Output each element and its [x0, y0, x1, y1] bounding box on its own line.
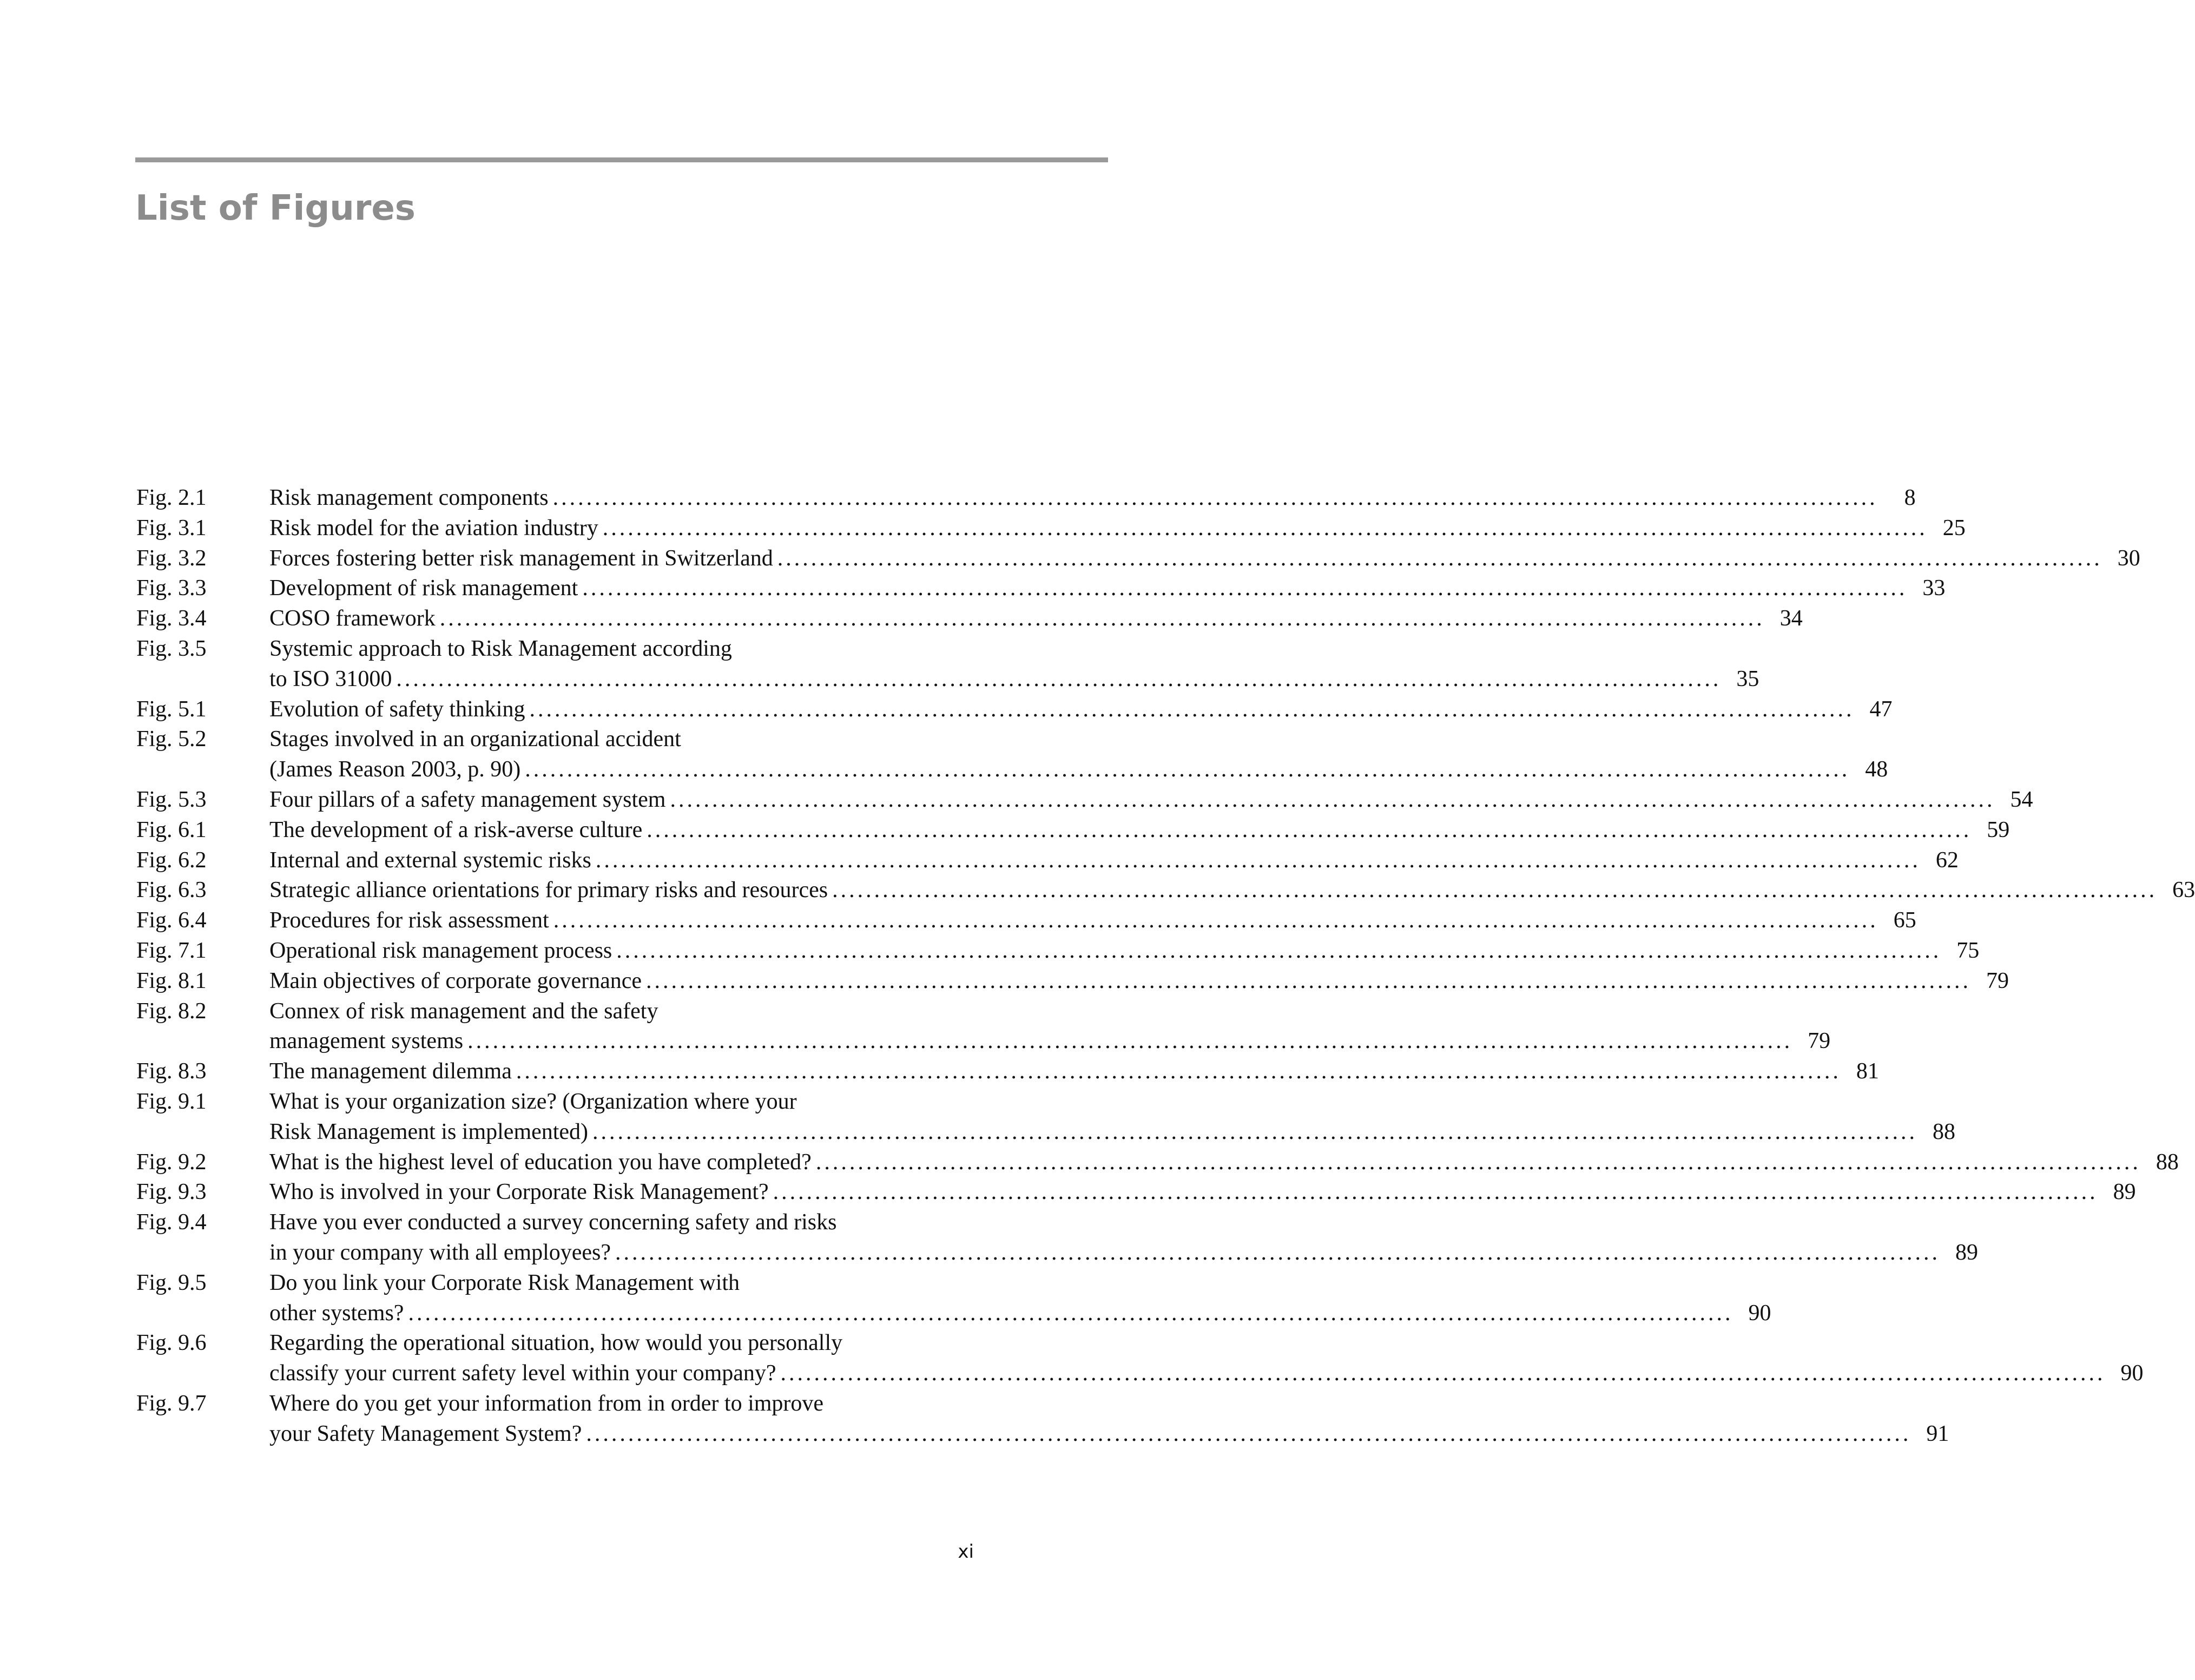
- figure-caption: other systems?: [269, 1300, 404, 1326]
- figure-number: Fig. 5.2: [136, 727, 207, 752]
- leader-dots: ..............................................................................................................................................................: [647, 817, 1972, 842]
- figure-entry-line: [136, 1268, 973, 1299]
- figure-entry: [136, 846, 1959, 876]
- figure-caption: classify your current safety level within your company?: [269, 1361, 776, 1386]
- figure-page-number: 79: [1986, 968, 2009, 993]
- figure-number: Fig. 5.1: [136, 696, 207, 722]
- leader-dots: ..............................................................................................................................................................: [616, 938, 1942, 963]
- figure-entry-line: [136, 574, 1946, 604]
- figure-caption-leader-row: [269, 513, 1966, 544]
- figure-number: Fig. 5.3: [136, 787, 207, 812]
- figure-page-number: 54: [2010, 787, 2033, 812]
- figure-number: Fig. 6.4: [136, 908, 207, 933]
- figure-caption: Have you ever conducted a survey concerning safety and risks: [269, 1210, 837, 1235]
- figure-number: Fig. 9.5: [136, 1270, 207, 1295]
- figure-entry: [136, 936, 1980, 966]
- figure-entry-line: [136, 936, 1980, 966]
- figure-entry: [136, 544, 2140, 574]
- figure-caption: Procedures for risk assessment: [269, 908, 549, 933]
- leader-dots: ..............................................................................................................................................................: [780, 1361, 2106, 1386]
- leader-dots: ..............................................................................................................................................................: [516, 1059, 1841, 1084]
- figure-entry-line: [136, 1299, 1771, 1329]
- figure-page-number: 81: [1856, 1059, 1879, 1084]
- leader-dots: ..............................................................................................................................................................: [396, 666, 1722, 691]
- figure-entry-line: [136, 664, 1759, 695]
- figure-number: Fig. 9.7: [136, 1391, 207, 1416]
- figure-page-number: 48: [1865, 757, 1888, 782]
- figure-entry: [136, 695, 1893, 725]
- figure-caption: The management dilemma: [269, 1059, 512, 1084]
- figure-number: Fig. 9.3: [136, 1180, 207, 1205]
- figure-caption-leader-row: [269, 1419, 1949, 1450]
- figure-caption: Risk model for the aviation industry: [269, 515, 598, 541]
- figure-entry: [136, 724, 1888, 785]
- figure-caption-leader-row: [269, 1148, 2179, 1178]
- leader-dots: ..............................................................................................................................................................: [595, 847, 1921, 873]
- figure-entry-line: [136, 997, 973, 1027]
- figure-caption-leader-row: [269, 1177, 2136, 1208]
- figure-entry-line: [136, 846, 1959, 876]
- figure-caption: Do you link your Corporate Risk Management with: [269, 1270, 740, 1295]
- figure-entry-line: [136, 1328, 973, 1359]
- figure-caption: to ISO 31000: [269, 666, 392, 691]
- figure-page-number: 88: [2156, 1149, 2179, 1175]
- figure-entry-line: [136, 755, 1888, 785]
- leader-dots: ..............................................................................................................................................................: [552, 485, 1878, 510]
- figure-entry-line: [136, 1359, 2144, 1389]
- figure-entry-line: [136, 1026, 1831, 1057]
- figure-caption-leader-row: [269, 966, 2009, 997]
- figure-entry-line: [136, 966, 2009, 997]
- figure-page-number: 62: [1935, 847, 1959, 873]
- figure-entry-line: [136, 634, 973, 664]
- figure-entry: [136, 1389, 1949, 1450]
- figure-caption: Risk management components: [269, 485, 549, 510]
- figure-caption-leader-row: [269, 574, 1946, 604]
- figure-caption-leader-row: [269, 544, 2140, 574]
- figure-entry: [136, 483, 1916, 513]
- figure-entry: [136, 1148, 2179, 1178]
- figure-entry: [136, 966, 2009, 997]
- leader-dots: ..............................................................................................................................................................: [602, 515, 1928, 541]
- figure-caption-leader-row: [269, 664, 1759, 695]
- figure-entry-line: [136, 724, 973, 755]
- leader-dots: ..............................................................................................................................................................: [773, 1180, 2098, 1205]
- figure-entry: [136, 785, 2033, 815]
- leader-dots: ..............................................................................................................................................................: [777, 545, 2102, 571]
- figure-caption-leader-row: [269, 936, 1980, 966]
- leader-dots: ..............................................................................................................................................................: [615, 1240, 1941, 1265]
- figure-entry-line: [136, 815, 2010, 846]
- figure-page-number: 88: [1933, 1119, 1956, 1144]
- figure-entry-line: [136, 906, 1916, 936]
- figure-entry-line: [136, 1389, 973, 1419]
- figure-entry-line: [136, 1238, 1979, 1268]
- figure-number: Fig. 3.1: [136, 515, 207, 541]
- figure-caption-leader-row: [269, 1117, 1956, 1148]
- figure-caption-leader-row: [269, 1238, 1979, 1268]
- figure-number: Fig. 9.6: [136, 1330, 207, 1356]
- header-rule: [135, 157, 1108, 162]
- figure-entry-line: [136, 544, 2140, 574]
- figure-page-number: 8: [1904, 485, 1916, 510]
- figure-caption: Connex of risk management and the safety: [269, 998, 658, 1024]
- page-title: List of Figures: [135, 188, 416, 228]
- figure-caption: Internal and external systemic risks: [269, 847, 591, 873]
- figure-entry: [136, 1208, 1979, 1268]
- leader-dots: ..............................................................................................................................................................: [592, 1119, 1918, 1144]
- figure-number: Fig. 3.2: [136, 545, 207, 571]
- figure-list: [136, 483, 2195, 1450]
- leader-dots: ..............................................................................................................................................................: [525, 757, 1850, 782]
- figure-caption: in your company with all employees?: [269, 1240, 611, 1265]
- figure-number: Fig. 3.5: [136, 636, 207, 661]
- figure-entry: [136, 875, 2195, 906]
- figure-caption: What is the highest level of education you have completed?: [269, 1149, 812, 1175]
- figure-number: Fig. 7.1: [136, 938, 207, 963]
- figure-entry: [136, 1328, 2144, 1389]
- figure-number: Fig. 8.3: [136, 1059, 207, 1084]
- figure-entry-line: [136, 1117, 1956, 1148]
- figure-page-number: 91: [1926, 1421, 1949, 1446]
- figure-entry: [136, 634, 1759, 695]
- figure-entry-line: [136, 1177, 2136, 1208]
- figure-caption-leader-row: [269, 785, 2033, 815]
- figure-caption: Risk Management is implemented): [269, 1119, 589, 1144]
- figure-page-number: 59: [1987, 817, 2010, 842]
- figure-caption: Four pillars of a safety management system: [269, 787, 666, 812]
- figure-entry-line: [136, 483, 1916, 513]
- figure-entry-line: [136, 1148, 2179, 1178]
- leader-dots: ..............................................................................................................................................................: [408, 1300, 1733, 1326]
- figure-page-number: 34: [1779, 606, 1803, 631]
- figure-caption-leader-row: [269, 875, 2195, 906]
- figure-page-number: 89: [2113, 1180, 2136, 1205]
- figure-page-number: 30: [2117, 545, 2140, 571]
- figure-caption-leader-row: [269, 755, 1888, 785]
- figure-page-number: 33: [1922, 576, 1946, 601]
- figure-caption: your Safety Management System?: [269, 1421, 582, 1446]
- figure-page-number: 25: [1942, 515, 1966, 541]
- figure-caption: Evolution of safety thinking: [269, 696, 525, 722]
- figure-number: Fig. 2.1: [136, 485, 207, 510]
- leader-dots: ..............................................................................................................................................................: [467, 1029, 1793, 1054]
- figure-caption-leader-row: [269, 906, 1916, 936]
- figure-entry-line: [136, 875, 2195, 906]
- figure-page-number: 65: [1893, 908, 1916, 933]
- figure-entry: [136, 815, 2010, 846]
- leader-dots: ..............................................................................................................................................................: [646, 968, 1972, 993]
- figure-page-number: 47: [1869, 696, 1893, 722]
- figure-caption: management systems: [269, 1029, 464, 1054]
- figure-entry-line: [136, 695, 1893, 725]
- figure-number: Fig. 3.4: [136, 606, 207, 631]
- figure-entry: [136, 997, 1831, 1057]
- figure-number: Fig. 6.3: [136, 878, 207, 903]
- figure-page-number: 63: [2172, 878, 2195, 903]
- page-number: xi: [958, 1541, 974, 1563]
- figure-caption: The development of a risk-averse culture: [269, 817, 643, 842]
- figure-caption: Who is involved in your Corporate Risk Management?: [269, 1180, 769, 1205]
- figure-entry: [136, 1268, 1771, 1329]
- figure-page-number: 79: [1808, 1029, 1831, 1054]
- figure-entry-line: [136, 513, 1966, 544]
- figure-caption: What is your organization size? (Organization where your: [269, 1089, 797, 1114]
- figure-caption: Systemic approach to Risk Management according: [269, 636, 732, 661]
- figure-entry-line: [136, 1087, 973, 1117]
- figure-caption: Regarding the operational situation, how would you personally: [269, 1330, 843, 1356]
- figure-caption: Main objectives of corporate governance: [269, 968, 642, 993]
- figure-entry-line: [136, 1208, 973, 1238]
- figure-caption: Development of risk management: [269, 576, 578, 601]
- leader-dots: ..............................................................................................................................................................: [582, 576, 1908, 601]
- figure-caption: COSO framework: [269, 606, 436, 631]
- figure-entry: [136, 1087, 1956, 1148]
- figure-caption: Operational risk management process: [269, 938, 612, 963]
- figure-number: Fig. 9.4: [136, 1210, 207, 1235]
- figure-entry-line: [136, 1419, 1949, 1450]
- figure-page-number: 89: [1955, 1240, 1979, 1265]
- leader-dots: ..............................................................................................................................................................: [586, 1421, 1911, 1446]
- figure-number: Fig. 9.1: [136, 1089, 207, 1114]
- leader-dots: ..............................................................................................................................................................: [439, 606, 1765, 631]
- leader-dots: ..............................................................................................................................................................: [832, 878, 2158, 903]
- figure-caption: Forces fostering better risk management in Switzerland: [269, 545, 773, 571]
- leader-dots: ..............................................................................................................................................................: [815, 1149, 2141, 1175]
- figure-caption-leader-row: [269, 483, 1916, 513]
- figure-page-number: 75: [1956, 938, 1980, 963]
- leader-dots: ..............................................................................................................................................................: [553, 908, 1878, 933]
- figure-caption-leader-row: [269, 1026, 1831, 1057]
- figure-caption: Where do you get your information from in order to improve: [269, 1391, 824, 1416]
- figure-caption: Stages involved in an organizational accident: [269, 727, 681, 752]
- figure-caption-leader-row: [269, 1359, 2144, 1389]
- figure-number: Fig. 8.1: [136, 968, 207, 993]
- figure-caption-leader-row: [269, 1057, 1879, 1087]
- figure-entry: [136, 513, 1966, 544]
- figure-caption-leader-row: [269, 604, 1803, 634]
- figure-caption-leader-row: [269, 846, 1959, 876]
- figure-caption-leader-row: [269, 1299, 1771, 1329]
- figure-caption: (James Reason 2003, p. 90): [269, 757, 521, 782]
- leader-dots: ..............................................................................................................................................................: [670, 787, 1995, 812]
- figure-caption-leader-row: [269, 695, 1893, 725]
- figure-entry: [136, 1057, 1879, 1087]
- figure-entry-line: [136, 785, 2033, 815]
- figure-entry-line: [136, 1057, 1879, 1087]
- figure-entry: [136, 1177, 2136, 1208]
- figure-number: Fig. 8.2: [136, 998, 207, 1024]
- figure-entry-line: [136, 604, 1803, 634]
- figure-entry: [136, 574, 1946, 604]
- figure-number: Fig. 6.2: [136, 847, 207, 873]
- figure-number: Fig. 6.1: [136, 817, 207, 842]
- figure-number: Fig. 3.3: [136, 576, 207, 601]
- figure-entry: [136, 604, 1803, 634]
- figure-number: Fig. 9.2: [136, 1149, 207, 1175]
- figure-caption: Strategic alliance orientations for primary risks and resources: [269, 878, 828, 903]
- figure-caption-leader-row: [269, 815, 2010, 846]
- figure-page-number: 90: [1748, 1300, 1771, 1326]
- leader-dots: ..............................................................................................................................................................: [529, 696, 1855, 722]
- figure-entry: [136, 906, 1916, 936]
- figure-page-number: 35: [1736, 666, 1759, 691]
- figure-page-number: 90: [2120, 1361, 2144, 1386]
